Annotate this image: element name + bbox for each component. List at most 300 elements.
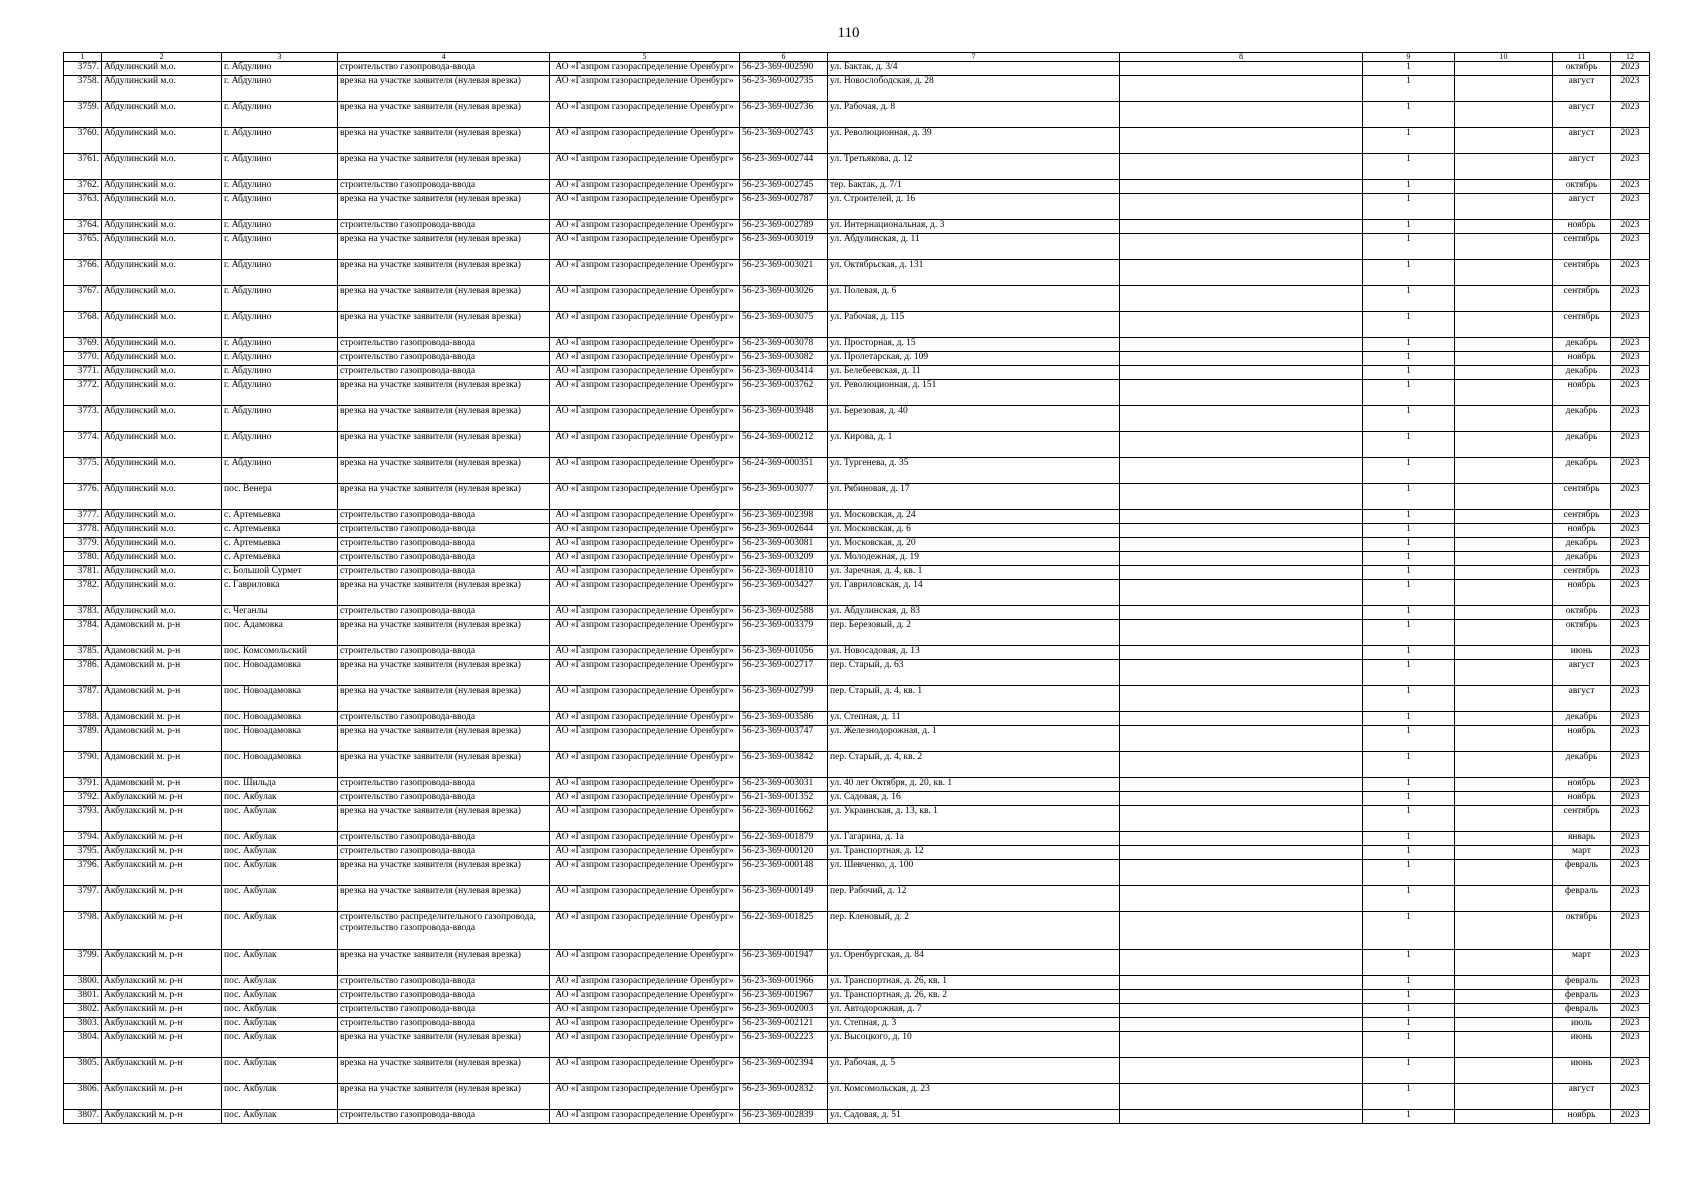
quantity-cell: 1 — [1363, 660, 1455, 686]
organization-cell: АО «Газпром газораспределение Оренбург» — [550, 128, 740, 154]
area-cell: Адамовский м. р-н — [102, 712, 222, 726]
area-cell: Акбулакский м. р-н — [102, 886, 222, 912]
work-type-cell: врезка на участке заявителя (нулевая врезка) — [338, 380, 550, 406]
column-10-cell — [1455, 1032, 1553, 1058]
table-row — [64, 976, 1650, 990]
year-cell: 2023 — [1611, 726, 1650, 752]
area-cell: Абдулинский м.о. — [102, 286, 222, 312]
row-number-cell: 3786. — [64, 660, 102, 686]
column-8-cell — [1120, 366, 1363, 380]
work-type-cell: врезка на участке заявителя (нулевая врезка) — [338, 1032, 550, 1058]
address-cell: ул. Комсомольская, д. 23 — [828, 1084, 1120, 1110]
column-8-cell — [1120, 538, 1363, 552]
settlement-cell: пос. Акбулак — [222, 860, 338, 886]
month-cell: декабрь — [1553, 432, 1611, 458]
row-number-cell: 3790. — [64, 752, 102, 778]
month-cell: февраль — [1553, 886, 1611, 912]
address-cell: ул. Абдулинская, д. 11 — [828, 234, 1120, 260]
column-header: 1 — [64, 53, 102, 62]
organization-cell: АО «Газпром газораспределение Оренбург» — [550, 1018, 740, 1032]
table-row — [64, 510, 1650, 524]
year-cell: 2023 — [1611, 154, 1650, 180]
column-8-cell — [1120, 1004, 1363, 1018]
work-type-cell: строительство газопровода-ввода — [338, 566, 550, 580]
work-type-cell: врезка на участке заявителя (нулевая врезка) — [338, 458, 550, 484]
year-cell: 2023 — [1611, 606, 1650, 620]
settlement-cell: г. Абдулино — [222, 220, 338, 234]
application-code-cell: 56-23-369-000120 — [740, 846, 828, 860]
month-cell: июнь — [1553, 646, 1611, 660]
quantity-cell: 1 — [1363, 234, 1455, 260]
application-code-cell: 56-21-369-001352 — [740, 792, 828, 806]
month-cell: ноябрь — [1553, 580, 1611, 606]
year-cell: 2023 — [1611, 712, 1650, 726]
settlement-cell: пос. Новоадамовка — [222, 660, 338, 686]
work-type-cell: строительство газопровода-ввода — [338, 606, 550, 620]
work-type-cell: строительство газопровода-ввода — [338, 846, 550, 860]
application-code-cell: 56-22-369-001662 — [740, 806, 828, 832]
column-10-cell — [1455, 1018, 1553, 1032]
application-code-cell: 56-23-369-002745 — [740, 180, 828, 194]
address-cell: ул. Молодежная, д. 19 — [828, 552, 1120, 566]
row-number-cell: 3804. — [64, 1032, 102, 1058]
application-code-cell: 56-23-369-003414 — [740, 366, 828, 380]
month-cell: февраль — [1553, 1004, 1611, 1018]
organization-cell: АО «Газпром газораспределение Оренбург» — [550, 620, 740, 646]
column-10-cell — [1455, 778, 1553, 792]
column-8-cell — [1120, 234, 1363, 260]
organization-cell: АО «Газпром газораспределение Оренбург» — [550, 62, 740, 76]
organization-cell: АО «Газпром газораспределение Оренбург» — [550, 660, 740, 686]
organization-cell: АО «Газпром газораспределение Оренбург» — [550, 686, 740, 712]
month-cell: декабрь — [1553, 712, 1611, 726]
column-header: 7 — [828, 53, 1120, 62]
settlement-cell: г. Абдулино — [222, 194, 338, 220]
column-8-cell — [1120, 846, 1363, 860]
area-cell: Абдулинский м.о. — [102, 76, 222, 102]
row-number-cell: 3779. — [64, 538, 102, 552]
table-row — [64, 620, 1650, 646]
organization-cell: АО «Газпром газораспределение Оренбург» — [550, 778, 740, 792]
month-cell: сентябрь — [1553, 484, 1611, 510]
quantity-cell: 1 — [1363, 180, 1455, 194]
table-row — [64, 566, 1650, 580]
column-10-cell — [1455, 76, 1553, 102]
quantity-cell: 1 — [1363, 752, 1455, 778]
table-row — [64, 524, 1650, 538]
column-10-cell — [1455, 102, 1553, 128]
work-type-cell: строительство газопровода-ввода — [338, 646, 550, 660]
column-10-cell — [1455, 806, 1553, 832]
month-cell: ноябрь — [1553, 792, 1611, 806]
column-10-cell — [1455, 990, 1553, 1004]
settlement-cell: пос. Венера — [222, 484, 338, 510]
organization-cell: АО «Газпром газораспределение Оренбург» — [550, 860, 740, 886]
organization-cell: АО «Газпром газораспределение Оренбург» — [550, 220, 740, 234]
row-number-cell: 3785. — [64, 646, 102, 660]
year-cell: 2023 — [1611, 832, 1650, 846]
quantity-cell: 1 — [1363, 552, 1455, 566]
settlement-cell: пос. Акбулак — [222, 806, 338, 832]
column-10-cell — [1455, 606, 1553, 620]
area-cell: Абдулинский м.о. — [102, 312, 222, 338]
address-cell: ул. Степная, д. 11 — [828, 712, 1120, 726]
column-10-cell — [1455, 912, 1553, 950]
quantity-cell: 1 — [1363, 380, 1455, 406]
column-8-cell — [1120, 180, 1363, 194]
organization-cell: АО «Газпром газораспределение Оренбург» — [550, 406, 740, 432]
column-10-cell — [1455, 1058, 1553, 1084]
settlement-cell: с. Гавриловка — [222, 580, 338, 606]
work-type-cell: строительство газопровода-ввода — [338, 1018, 550, 1032]
address-cell: ул. Рабочая, д. 8 — [828, 102, 1120, 128]
quantity-cell: 1 — [1363, 538, 1455, 552]
work-type-cell: строительство газопровода-ввода — [338, 832, 550, 846]
application-code-cell: 56-23-369-002003 — [740, 1004, 828, 1018]
application-code-cell: 56-23-369-003427 — [740, 580, 828, 606]
address-cell: ул. Новосадовая, д. 13 — [828, 646, 1120, 660]
application-code-cell: 56-24-369-000212 — [740, 432, 828, 458]
row-number-cell: 3793. — [64, 806, 102, 832]
table-row — [64, 180, 1650, 194]
row-number-cell: 3780. — [64, 552, 102, 566]
column-8-cell — [1120, 380, 1363, 406]
settlement-cell: г. Абдулино — [222, 154, 338, 180]
year-cell: 2023 — [1611, 524, 1650, 538]
year-cell: 2023 — [1611, 194, 1650, 220]
column-10-cell — [1455, 846, 1553, 860]
settlement-cell: г. Абдулино — [222, 312, 338, 338]
table-row — [64, 432, 1650, 458]
address-cell: ул. Полевая, д. 6 — [828, 286, 1120, 312]
work-type-cell: врезка на участке заявителя (нулевая врезка) — [338, 686, 550, 712]
area-cell: Абдулинский м.о. — [102, 352, 222, 366]
column-8-cell — [1120, 620, 1363, 646]
column-10-cell — [1455, 580, 1553, 606]
year-cell: 2023 — [1611, 860, 1650, 886]
column-8-cell — [1120, 950, 1363, 976]
application-code-cell: 56-23-369-002743 — [740, 128, 828, 154]
header-row — [64, 53, 1650, 62]
row-number-cell: 3787. — [64, 686, 102, 712]
column-10-cell — [1455, 620, 1553, 646]
work-type-cell: строительство газопровода-ввода — [338, 220, 550, 234]
year-cell: 2023 — [1611, 580, 1650, 606]
organization-cell: АО «Газпром газораспределение Оренбург» — [550, 976, 740, 990]
application-code-cell: 56-23-369-001056 — [740, 646, 828, 660]
application-code-cell: 56-22-369-001810 — [740, 566, 828, 580]
organization-cell: АО «Газпром газораспределение Оренбург» — [550, 846, 740, 860]
quantity-cell: 1 — [1363, 1110, 1455, 1124]
area-cell: Акбулакский м. р-н — [102, 1084, 222, 1110]
table-row — [64, 286, 1650, 312]
settlement-cell: пос. Новоадамовка — [222, 752, 338, 778]
organization-cell: АО «Газпром газораспределение Оренбург» — [550, 712, 740, 726]
settlement-cell: пос. Акбулак — [222, 1004, 338, 1018]
column-8-cell — [1120, 62, 1363, 76]
settlement-cell: с. Чеганлы — [222, 606, 338, 620]
organization-cell: АО «Газпром газораспределение Оренбург» — [550, 260, 740, 286]
area-cell: Акбулакский м. р-н — [102, 1018, 222, 1032]
quantity-cell: 1 — [1363, 778, 1455, 792]
quantity-cell: 1 — [1363, 860, 1455, 886]
address-cell: ул. Новослободская, д. 28 — [828, 76, 1120, 102]
work-type-cell: строительство газопровода-ввода — [338, 1110, 550, 1124]
month-cell: март — [1553, 846, 1611, 860]
column-10-cell — [1455, 234, 1553, 260]
month-cell: декабрь — [1553, 538, 1611, 552]
column-8-cell — [1120, 1032, 1363, 1058]
month-cell: сентябрь — [1553, 286, 1611, 312]
year-cell: 2023 — [1611, 792, 1650, 806]
year-cell: 2023 — [1611, 1004, 1650, 1018]
area-cell: Акбулакский м. р-н — [102, 912, 222, 950]
work-type-cell: строительство газопровода-ввода — [338, 778, 550, 792]
row-number-cell: 3771. — [64, 366, 102, 380]
quantity-cell: 1 — [1363, 458, 1455, 484]
month-cell: ноябрь — [1553, 380, 1611, 406]
address-cell: ул. Степная, д. 3 — [828, 1018, 1120, 1032]
row-number-cell: 3795. — [64, 846, 102, 860]
column-header: 12 — [1611, 53, 1650, 62]
settlement-cell: пос. Акбулак — [222, 1032, 338, 1058]
year-cell: 2023 — [1611, 484, 1650, 510]
row-number-cell: 3798. — [64, 912, 102, 950]
quantity-cell: 1 — [1363, 1032, 1455, 1058]
row-number-cell: 3763. — [64, 194, 102, 220]
address-cell: ул. Шевченко, д. 100 — [828, 860, 1120, 886]
quantity-cell: 1 — [1363, 606, 1455, 620]
application-code-cell: 56-23-369-003078 — [740, 338, 828, 352]
month-cell: октябрь — [1553, 606, 1611, 620]
address-cell: ул. Строителей, д. 16 — [828, 194, 1120, 220]
settlement-cell: г. Абдулино — [222, 128, 338, 154]
address-cell: ул. Рабочая, д. 115 — [828, 312, 1120, 338]
area-cell: Акбулакский м. р-н — [102, 806, 222, 832]
quantity-cell: 1 — [1363, 646, 1455, 660]
row-number-cell: 3800. — [64, 976, 102, 990]
application-code-cell: 56-23-369-003026 — [740, 286, 828, 312]
address-cell: ул. Транспортная, д. 26, кв. 1 — [828, 976, 1120, 990]
row-number-cell: 3769. — [64, 338, 102, 352]
column-8-cell — [1120, 220, 1363, 234]
address-cell: ул. Железнодорожная, д. 1 — [828, 726, 1120, 752]
organization-cell: АО «Газпром газораспределение Оренбург» — [550, 458, 740, 484]
table-row — [64, 1004, 1650, 1018]
area-cell: Абдулинский м.о. — [102, 62, 222, 76]
area-cell: Абдулинский м.о. — [102, 580, 222, 606]
settlement-cell: пос. Акбулак — [222, 950, 338, 976]
area-cell: Абдулинский м.о. — [102, 380, 222, 406]
settlement-cell: г. Абдулино — [222, 260, 338, 286]
application-code-cell: 56-23-369-003842 — [740, 752, 828, 778]
address-cell: ул. Белебеевская, д. 11 — [828, 366, 1120, 380]
column-8-cell — [1120, 552, 1363, 566]
area-cell: Адамовский м. р-н — [102, 646, 222, 660]
quantity-cell: 1 — [1363, 792, 1455, 806]
year-cell: 2023 — [1611, 950, 1650, 976]
address-cell: ул. Московская, д. 6 — [828, 524, 1120, 538]
work-type-cell: строительство газопровода-ввода — [338, 792, 550, 806]
column-10-cell — [1455, 792, 1553, 806]
organization-cell: АО «Газпром газораспределение Оренбург» — [550, 1032, 740, 1058]
settlement-cell: пос. Шильда — [222, 778, 338, 792]
application-code-cell: 56-23-369-003019 — [740, 234, 828, 260]
table-row — [64, 1084, 1650, 1110]
work-type-cell: строительство газопровода-ввода — [338, 510, 550, 524]
table-row — [64, 76, 1650, 102]
application-code-cell: 56-24-369-000351 — [740, 458, 828, 484]
address-cell: ул. Интернациональная, д. 3 — [828, 220, 1120, 234]
column-10-cell — [1455, 484, 1553, 510]
address-cell: ул. Оренбургская, д. 84 — [828, 950, 1120, 976]
column-10-cell — [1455, 1110, 1553, 1124]
table-row — [64, 154, 1650, 180]
organization-cell: АО «Газпром газораспределение Оренбург» — [550, 286, 740, 312]
organization-cell: АО «Газпром газораспределение Оренбург» — [550, 950, 740, 976]
area-cell: Акбулакский м. р-н — [102, 1110, 222, 1124]
column-8-cell — [1120, 886, 1363, 912]
year-cell: 2023 — [1611, 458, 1650, 484]
application-code-cell: 56-23-369-002588 — [740, 606, 828, 620]
settlement-cell: г. Абдулино — [222, 286, 338, 312]
quantity-cell: 1 — [1363, 976, 1455, 990]
column-header: 5 — [550, 53, 740, 62]
month-cell: сентябрь — [1553, 312, 1611, 338]
table-row — [64, 712, 1650, 726]
column-10-cell — [1455, 712, 1553, 726]
organization-cell: АО «Газпром газораспределение Оренбург» — [550, 524, 740, 538]
address-cell: ул. Революционная, д. 39 — [828, 128, 1120, 154]
address-cell: ул. Гагарина, д. 1а — [828, 832, 1120, 846]
table-row — [64, 846, 1650, 860]
quantity-cell: 1 — [1363, 432, 1455, 458]
quantity-cell: 1 — [1363, 712, 1455, 726]
column-10-cell — [1455, 950, 1553, 976]
work-type-cell: строительство газопровода-ввода — [338, 62, 550, 76]
column-8-cell — [1120, 432, 1363, 458]
column-8-cell — [1120, 712, 1363, 726]
year-cell: 2023 — [1611, 552, 1650, 566]
month-cell: июнь — [1553, 1058, 1611, 1084]
settlement-cell: г. Абдулино — [222, 366, 338, 380]
table-row — [64, 886, 1650, 912]
quantity-cell: 1 — [1363, 338, 1455, 352]
column-8-cell — [1120, 806, 1363, 832]
table-row — [64, 1110, 1650, 1124]
settlement-cell: с. Артемьевка — [222, 510, 338, 524]
column-8-cell — [1120, 458, 1363, 484]
work-type-cell: врезка на участке заявителя (нулевая врезка) — [338, 154, 550, 180]
month-cell: сентябрь — [1553, 806, 1611, 832]
year-cell: 2023 — [1611, 1058, 1650, 1084]
row-number-cell: 3761. — [64, 154, 102, 180]
application-code-cell: 56-23-369-002789 — [740, 220, 828, 234]
row-number-cell: 3772. — [64, 380, 102, 406]
year-cell: 2023 — [1611, 338, 1650, 352]
row-number-cell: 3789. — [64, 726, 102, 752]
year-cell: 2023 — [1611, 76, 1650, 102]
application-code-cell: 56-23-369-002736 — [740, 102, 828, 128]
settlement-cell: г. Абдулино — [222, 432, 338, 458]
table-row — [64, 860, 1650, 886]
month-cell: август — [1553, 194, 1611, 220]
month-cell: август — [1553, 1084, 1611, 1110]
address-cell: ул. Московская, д. 20 — [828, 538, 1120, 552]
year-cell: 2023 — [1611, 620, 1650, 646]
settlement-cell: с. Артемьевка — [222, 552, 338, 566]
year-cell: 2023 — [1611, 1110, 1650, 1124]
application-code-cell: 56-23-369-001967 — [740, 990, 828, 1004]
settlement-cell: с. Большой Сурмет — [222, 566, 338, 580]
organization-cell: АО «Газпром газораспределение Оренбург» — [550, 352, 740, 366]
column-10-cell — [1455, 432, 1553, 458]
area-cell: Адамовский м. р-н — [102, 752, 222, 778]
column-8-cell — [1120, 792, 1363, 806]
address-cell: ул. Садовая, д. 16 — [828, 792, 1120, 806]
row-number-cell: 3784. — [64, 620, 102, 646]
settlement-cell: пос. Новоадамовка — [222, 726, 338, 752]
column-10-cell — [1455, 510, 1553, 524]
column-8-cell — [1120, 912, 1363, 950]
column-10-cell — [1455, 660, 1553, 686]
work-type-cell: врезка на участке заявителя (нулевая врезка) — [338, 950, 550, 976]
table-row — [64, 102, 1650, 128]
area-cell: Акбулакский м. р-н — [102, 1058, 222, 1084]
column-10-cell — [1455, 860, 1553, 886]
organization-cell: АО «Газпром газораспределение Оренбург» — [550, 806, 740, 832]
row-number-cell: 3802. — [64, 1004, 102, 1018]
organization-cell: АО «Газпром газораспределение Оренбург» — [550, 366, 740, 380]
year-cell: 2023 — [1611, 646, 1650, 660]
application-code-cell: 56-23-369-002717 — [740, 660, 828, 686]
column-10-cell — [1455, 832, 1553, 846]
organization-cell: АО «Газпром газораспределение Оренбург» — [550, 990, 740, 1004]
month-cell: октябрь — [1553, 620, 1611, 646]
work-type-cell: врезка на участке заявителя (нулевая врезка) — [338, 806, 550, 832]
organization-cell: АО «Газпром газораспределение Оренбург» — [550, 1110, 740, 1124]
area-cell: Акбулакский м. р-н — [102, 1004, 222, 1018]
organization-cell: АО «Газпром газораспределение Оренбург» — [550, 154, 740, 180]
table-row — [64, 990, 1650, 1004]
organization-cell: АО «Газпром газораспределение Оренбург» — [550, 234, 740, 260]
year-cell: 2023 — [1611, 234, 1650, 260]
area-cell: Абдулинский м.о. — [102, 552, 222, 566]
application-code-cell: 56-22-369-001879 — [740, 832, 828, 846]
column-header: 6 — [740, 53, 828, 62]
month-cell: декабрь — [1553, 366, 1611, 380]
application-code-cell: 56-23-369-000148 — [740, 860, 828, 886]
application-code-cell: 56-23-369-003031 — [740, 778, 828, 792]
row-number-cell: 3781. — [64, 566, 102, 580]
month-cell: февраль — [1553, 976, 1611, 990]
table-row — [64, 792, 1650, 806]
organization-cell: АО «Газпром газораспределение Оренбург» — [550, 510, 740, 524]
work-type-cell: строительство газопровода-ввода — [338, 352, 550, 366]
work-type-cell: строительство газопровода-ввода — [338, 976, 550, 990]
month-cell: ноябрь — [1553, 524, 1611, 538]
organization-cell: АО «Газпром газораспределение Оренбург» — [550, 338, 740, 352]
settlement-cell: с. Артемьевка — [222, 538, 338, 552]
row-number-cell: 3799. — [64, 950, 102, 976]
month-cell: октябрь — [1553, 180, 1611, 194]
column-8-cell — [1120, 194, 1363, 220]
table-row — [64, 686, 1650, 712]
address-cell: ул. Просторная, д. 15 — [828, 338, 1120, 352]
year-cell: 2023 — [1611, 312, 1650, 338]
year-cell: 2023 — [1611, 1084, 1650, 1110]
work-type-cell: врезка на участке заявителя (нулевая врезка) — [338, 580, 550, 606]
